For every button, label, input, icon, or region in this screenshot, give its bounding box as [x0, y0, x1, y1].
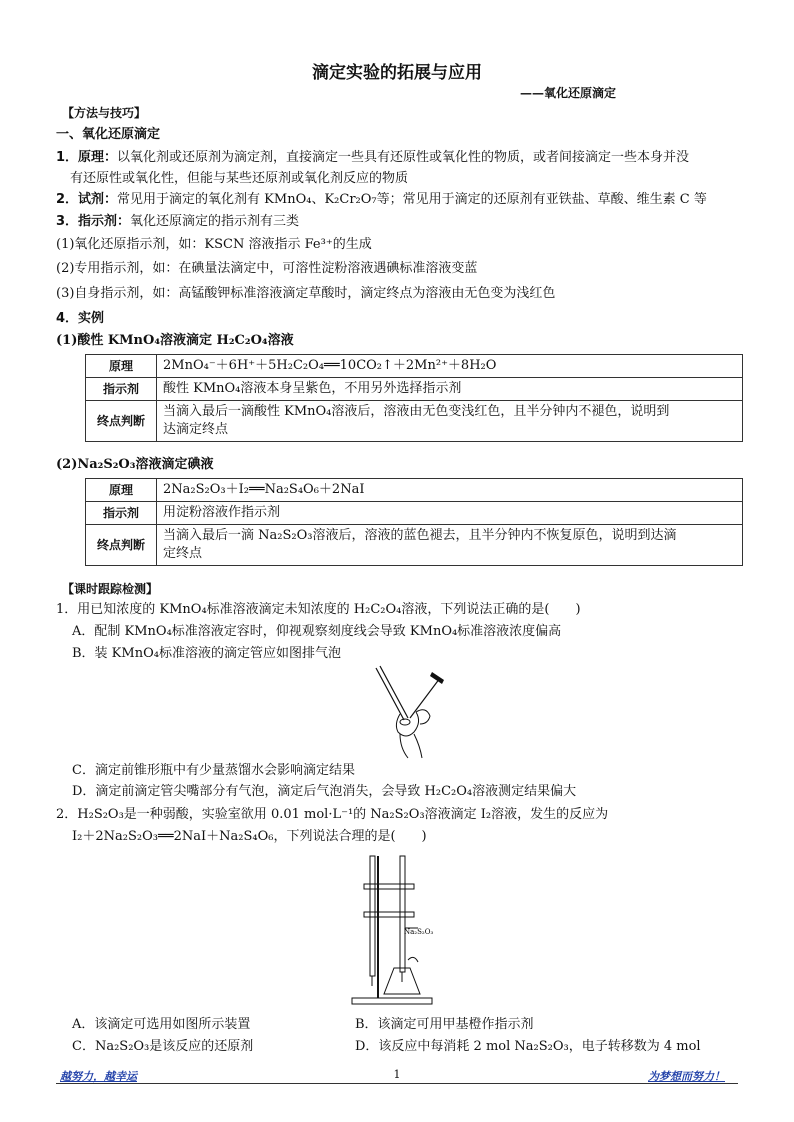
question-1-stem: 1．用已知浓度的 KMnO₄标准溶液滴定未知浓度的 H₂C₂O₄溶液，下列说法正确的是( )	[56, 602, 581, 617]
indicator-label: 3．指示剂：	[56, 214, 131, 229]
question-2-option-d: D．该反应中每消耗 2 mol Na₂S₂O₃，电子转移数为 4 mol	[355, 1039, 701, 1054]
question-2-option-b: B．该滴定可用甲基橙作指示剂	[355, 1017, 534, 1032]
table-row	[86, 525, 743, 566]
question-1-option-d: D．滴定前滴定管尖嘴部分有气泡，滴定后气泡消失，会导致 H₂C₂O₄溶液测定结果偏大	[72, 784, 577, 799]
table-head-cell: 指示剂	[86, 502, 157, 525]
table-head-cell: 原理	[86, 479, 157, 502]
principle-text: 以氧化剂或还原剂为滴定剂，直接滴定一些具有还原性或氧化性的物质，或者间接滴定一些本身并没	[117, 150, 690, 165]
section-practice: 【课时跟踪检测】	[62, 582, 159, 596]
question-1-option-b: B．装 KMnO₄标准溶液的滴定管应如图排气泡	[72, 646, 341, 661]
table-head-cell: 终点判断	[86, 525, 157, 566]
indicator-text: 氧化还原滴定的指示剂有三类	[130, 214, 300, 229]
reagent-paragraph	[56, 191, 707, 209]
table-cell: 用淀粉溶液作指示剂	[157, 502, 743, 525]
principle-line-2: 有还原性或氧化性，但能与某些还原剂或氧化剂反应的物质	[70, 171, 409, 186]
footer-divider	[56, 1083, 738, 1084]
table-head-cell: 终点判断	[86, 401, 157, 442]
titration-apparatus-figure	[348, 848, 458, 1010]
section-methods: 【方法与技巧】	[62, 106, 147, 120]
burette-bubble-figure	[370, 662, 450, 762]
figure-label: Na₂S₂O₃	[404, 928, 434, 936]
page-subtitle: ——氧化还原滴定	[520, 86, 617, 100]
question-2-option-c: C．Na₂S₂O₃是该反应的还原剂	[72, 1039, 254, 1054]
table-cell: 2MnO₄⁻＋6H⁺＋5H₂C₂O₄══10CO₂↑＋2Mn²⁺＋8H₂O	[157, 355, 743, 378]
page-number: 1	[393, 1068, 401, 1081]
indicator-paragraph	[56, 213, 299, 231]
table-row	[86, 401, 743, 442]
reagent-label: 2．试剂：	[56, 192, 118, 207]
indicator-type-3: (3)自身指示剂，如：高锰酸钾标准溶液滴定草酸时，滴定终点为溶液由无色变为浅红色	[56, 286, 556, 301]
table-cell-line: 达滴定终点	[163, 422, 229, 437]
table-cell: 酸性 KMnO₄溶液本身呈紫色，不用另外选择指示剂	[157, 378, 743, 401]
question-1-option-a: A．配制 KMnO₄标准溶液定容时，仰视观察刻度线会导致 KMnO₄标准溶液浓度偏高	[72, 624, 562, 639]
heading-redox-titration: 一、氧化还原滴定	[56, 127, 161, 142]
table-row	[86, 378, 743, 401]
page-title: 滴定实验的拓展与应用	[312, 63, 482, 83]
examples-label: 4．实例	[56, 311, 105, 326]
table-cell-line: 当滴入最后一滴酸性 KMnO₄溶液后，溶液由无色变浅红色，且半分钟内不褪色，说明到	[163, 404, 670, 419]
example-2-table	[85, 478, 743, 566]
table-cell	[157, 525, 743, 566]
table-row	[86, 502, 743, 525]
question-1-option-c: C．滴定前锥形瓶中有少量蒸馏水会影响滴定结果	[72, 763, 355, 778]
table-cell-line: 当滴入最后一滴 Na₂S₂O₃溶液后，溶液的蓝色褪去，且半分钟内不恢复原色，说明到达滴	[163, 528, 677, 543]
example-1-title: (1)酸性 KMnO₄溶液滴定 H₂C₂O₄溶液	[56, 333, 294, 348]
indicator-type-2: (2)专用指示剂，如：在碘量法滴定中，可溶性淀粉溶液遇碘标准溶液变蓝	[56, 261, 478, 276]
example-1-table	[85, 354, 743, 442]
example-2-title: (2)Na₂S₂O₃溶液滴定碘液	[56, 457, 214, 472]
table-cell-line: 定终点	[163, 546, 203, 561]
footer-left-slogan: 越努力，越幸运	[60, 1070, 137, 1083]
question-2-stem-line-2: I₂＋2Na₂S₂O₃══2NaI＋Na₂S₄O₆，下列说法合理的是( )	[72, 829, 427, 844]
table-head-cell: 原理	[86, 355, 157, 378]
question-2-stem-line-1: 2．H₂S₂O₃是一种弱酸，实验室欲用 0.01 mol·L⁻¹的 Na₂S₂O₃溶液滴定 I₂溶液，发生的反应为	[56, 807, 609, 822]
reagent-text: 常见用于滴定的氧化剂有 KMnO₄、K₂Cr₂O₇等；常见用于滴定的还原剂有亚铁盐、草酸、维生素 C 等	[117, 192, 707, 207]
question-2-option-a: A．该滴定可选用如图所示装置	[72, 1017, 251, 1032]
footer-right-slogan: 为梦想而努力！	[648, 1070, 725, 1083]
indicator-type-1: (1)氧化还原指示剂，如：KSCN 溶液指示 Fe³⁺的生成	[56, 237, 372, 252]
principle-line-1	[56, 149, 689, 167]
table-row	[86, 479, 743, 502]
table-cell: 2Na₂S₂O₃＋I₂══Na₂S₄O₆＋2NaI	[157, 479, 743, 502]
table-row	[86, 355, 743, 378]
table-cell	[157, 401, 743, 442]
table-head-cell: 指示剂	[86, 378, 157, 401]
principle-label: 1．原理：	[56, 150, 118, 165]
